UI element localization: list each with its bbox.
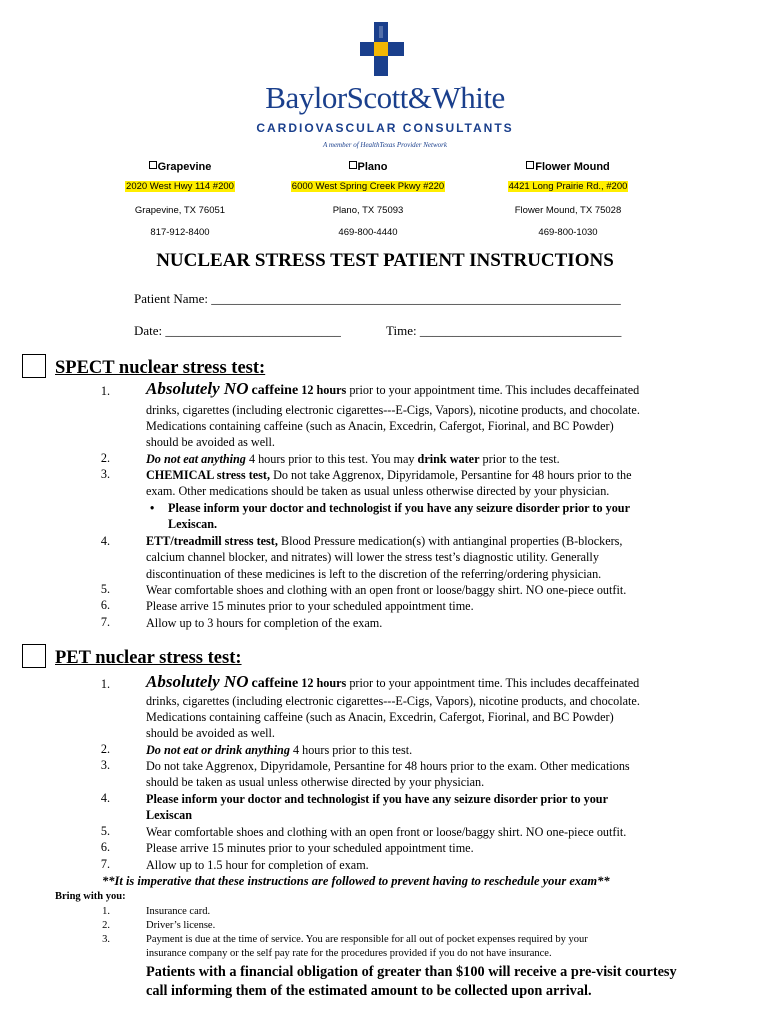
item-number: 6.	[100, 598, 110, 612]
item-text: insurance company or the self pay rate for the procedures provided if you do not have insurance.	[146, 948, 552, 959]
item-number: 3.	[100, 758, 110, 772]
item-number: 7.	[100, 615, 110, 629]
item-number: 1.	[102, 906, 110, 917]
item-number: 2.	[102, 920, 110, 931]
brand-subtitle: CARDIOVASCULAR CONSULTANTS	[256, 121, 514, 135]
item-text: calcium channel blocker, and nitrates) will lower the stress test’s diagnostic utility. Generally	[146, 550, 599, 564]
item-text: should be avoided as well.	[146, 435, 275, 449]
item-text: CHEMICAL stress test,	[146, 468, 271, 482]
item-number: 5.	[100, 824, 110, 838]
list-item	[146, 533, 622, 550]
bring-heading: Bring with you:	[55, 891, 126, 902]
item-text: Please inform your doctor and technologist if you have any seizure disorder prior to your	[146, 792, 608, 806]
important-note: **It is imperative that these instructions are followed to prevent having to reschedule your exam**	[102, 874, 610, 888]
item-text: Blood Pressure medication(s) with antianginal properties (B-blockers,	[280, 534, 623, 548]
item-text: Payment is due at the time of service. You are responsible for all out of pocket expenses required by your	[146, 934, 588, 945]
item-text: should be avoided as well.	[146, 726, 275, 740]
item-number: 2.	[100, 742, 110, 756]
spect-checkbox[interactable]	[22, 354, 46, 378]
item-text: Absolutely NO	[146, 672, 249, 691]
item-text: Wear comfortable shoes and clothing with an open front or loose/baggy shirt. NO one-piece outfit.	[146, 825, 627, 839]
item-text: Allow up to 1.5 hour for completion of exam.	[146, 858, 369, 872]
item-number: 3.	[102, 934, 110, 945]
item-number: 2.	[100, 451, 110, 465]
list-item	[146, 467, 632, 484]
item-number: 5.	[100, 582, 110, 596]
cross-logo-icon	[352, 22, 412, 80]
item-text: Please inform your doctor and technologist if you have any seizure disorder prior to your	[168, 501, 630, 515]
item-text: Driver’s license.	[146, 920, 216, 931]
item-text: 12 hours	[301, 676, 347, 690]
item-text: 4 hours prior to this test. You may	[248, 452, 415, 466]
spect-heading: SPECT nuclear stress test:	[55, 358, 266, 378]
checkbox[interactable]	[149, 161, 157, 169]
item-text: 4 hours prior to this test.	[292, 743, 413, 757]
item-text: Do not take Aggrenox, Dipyridamole, Persantine for 48 hours prior to the exam. Other medications	[146, 759, 630, 773]
financial-notice: call informing them of the estimated amount to be collected upon arrival.	[146, 983, 592, 999]
item-text: ETT/treadmill stress test,	[146, 534, 278, 548]
item-text: Do not eat or drink anything	[146, 743, 290, 757]
item-text: Lexiscan	[146, 808, 193, 822]
item-text: exam. Other medications should be taken as usual unless otherwise directed by your physician.	[146, 484, 610, 498]
item-number: 3.	[100, 467, 110, 481]
pet-heading: PET nuclear stress test:	[55, 648, 242, 668]
item-number: 6.	[100, 840, 110, 854]
financial-notice: Patients with a financial obligation of greater than $100 will receive a pre-visit courtesy	[146, 964, 677, 980]
item-text: Medications containing caffeine (such as Anacin, Excedrin, Cafergot, Fiorinal, and BC Powder)	[146, 419, 614, 433]
location-city: Grapevine, TX 76051	[134, 205, 226, 216]
location-name: Flower Mound	[535, 161, 610, 173]
list-item	[146, 742, 412, 759]
item-text: should be taken as usual unless otherwise directed by your physician.	[146, 775, 485, 789]
item-text: Please arrive 15 minutes prior to your scheduled appointment time.	[146, 841, 474, 855]
item-text: Insurance card.	[146, 906, 211, 917]
pet-checkbox[interactable]	[22, 644, 46, 668]
patient-name-field[interactable]: Patient Name: _______________________________________________________________	[134, 291, 621, 306]
bullet-icon: •	[150, 501, 155, 515]
location-city: Plano, TX 75093	[332, 205, 404, 216]
item-text: discontinuation of these medicines is left to the discretion of the referring/ordering physician.	[146, 567, 602, 581]
item-number: 4.	[100, 791, 110, 805]
location-phone: 469-800-4440	[338, 227, 398, 238]
location-address: 4421 Long Prairie Rd., #200	[508, 181, 628, 192]
location-address: 6000 West Spring Creek Pkwy #220	[291, 181, 445, 192]
item-text: caffeine	[251, 676, 299, 691]
item-text: prior to the test.	[482, 452, 560, 466]
item-text: Wear comfortable shoes and clothing with an open front or loose/baggy shirt. NO one-piece outfit.	[146, 583, 627, 597]
list-item	[146, 381, 639, 400]
item-text: 12 hours	[301, 383, 347, 397]
item-text: caffeine	[251, 383, 299, 398]
checkbox[interactable]	[526, 161, 534, 169]
location-city: Flower Mound, TX 75028	[514, 205, 622, 216]
location-name: Plano	[357, 161, 388, 173]
item-text: drink water	[417, 452, 480, 466]
item-text: Please arrive 15 minutes prior to your scheduled appointment time.	[146, 599, 474, 613]
item-text: drinks, cigarettes (including electronic cigarettes---E-Cigs, Vapors), nicotine products, and chocolate.	[146, 403, 640, 417]
list-item	[146, 674, 639, 693]
item-number: 7.	[100, 857, 110, 871]
item-text: prior to your appointment time. This includes decaffeinated	[349, 676, 640, 690]
brand-tagline: A member of HealthTexas Provider Network	[323, 141, 447, 149]
location-name: Grapevine	[157, 161, 212, 173]
item-text: Allow up to 3 hours for completion of the exam.	[146, 616, 383, 630]
logo	[0, 0, 770, 160]
item-text: prior to your appointment time. This includes decaffeinated	[349, 383, 640, 397]
page-title: NUCLEAR STRESS TEST PATIENT INSTRUCTIONS	[156, 250, 614, 271]
location-address: 2020 West Hwy 114 #200	[126, 181, 234, 192]
date-field[interactable]: Date: ___________________________	[134, 323, 341, 338]
item-number: 1.	[100, 384, 110, 398]
brand-name: BaylorScott&White	[265, 80, 505, 115]
item-text: Do not eat anything	[146, 452, 246, 466]
location-phone: 469-800-1030	[538, 227, 598, 238]
list-item	[146, 451, 560, 468]
item-text: Do not take Aggrenox, Dipyridamole, Persantine for 48 hours prior to the	[273, 468, 632, 482]
item-text: drinks, cigarettes (including electronic cigarettes---E-Cigs, Vapors), nicotine products, and chocolate.	[146, 694, 640, 708]
time-field[interactable]: Time: _______________________________	[386, 323, 622, 338]
item-number: 1.	[100, 677, 110, 691]
item-text: Absolutely NO	[146, 379, 249, 398]
location-phone: 817-912-8400	[150, 227, 210, 238]
checkbox[interactable]	[349, 161, 357, 169]
item-text: Lexiscan.	[168, 517, 218, 531]
item-text: Medications containing caffeine (such as Anacin, Excedrin, Cafergot, Fiorinal, and BC Powder)	[146, 710, 614, 724]
item-number: 4.	[100, 534, 110, 548]
